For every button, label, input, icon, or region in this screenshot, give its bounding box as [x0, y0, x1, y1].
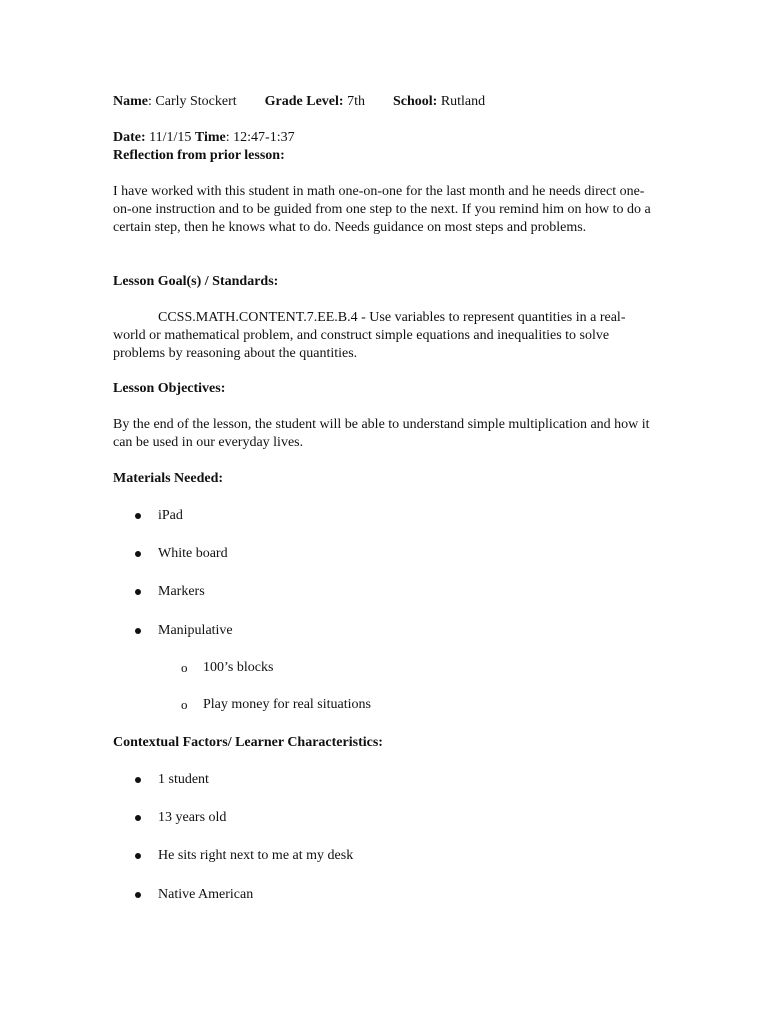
- context-item: 1 student: [158, 772, 209, 787]
- sub-bullet-marker: o: [181, 697, 188, 712]
- materials-heading: Materials Needed:: [113, 471, 224, 486]
- materials-item: Manipulative: [158, 623, 233, 638]
- header-info-line: [113, 93, 485, 111]
- materials-item: Markers: [158, 584, 205, 599]
- grade-level-label: Grade Level:: [264, 94, 344, 109]
- context-item: Native American: [158, 887, 254, 902]
- context-item: He sits right next to me at my desk: [158, 848, 354, 863]
- materials-subitem: 100’s blocks: [203, 660, 274, 675]
- context-item: 13 years old: [158, 810, 227, 825]
- bullet-icon: [135, 777, 141, 783]
- time-label: Time: [194, 130, 226, 145]
- school-label: School:: [392, 94, 438, 109]
- school-value: Rutland: [437, 94, 486, 109]
- name-label: Name: [113, 94, 148, 109]
- bullet-icon: [135, 513, 141, 519]
- objectives-text: By the end of the lesson, the student will be able to understand simple multiplication and how it can be used in our everyday lives.: [113, 417, 650, 450]
- reflection-heading: Reflection from prior lesson:: [113, 148, 285, 163]
- goals-text: CCSS.MATH.CONTENT.7.EE.B.4 - Use variables to represent quantities in a real-world or mathematical problem, and construct simple equations and inequalities to solve problems by reasoning about the quantities.: [113, 310, 626, 361]
- objectives-heading: Lesson Objectives:: [113, 381, 226, 396]
- bullet-icon: [135, 815, 141, 821]
- goals-heading: Lesson Goal(s) / Standards:: [113, 274, 279, 289]
- context-heading: Contextual Factors/ Learner Characteristics:: [113, 735, 383, 750]
- bullet-icon: [135, 589, 141, 595]
- materials-item: White board: [158, 546, 228, 561]
- bullet-icon: [135, 892, 141, 898]
- bullet-icon: [135, 551, 141, 557]
- materials-item: iPad: [158, 508, 183, 523]
- name-value: : Carly Stockert: [148, 94, 237, 109]
- sub-bullet-marker: o: [181, 660, 188, 675]
- bullet-icon: [135, 853, 141, 859]
- bullet-icon: [135, 628, 141, 634]
- grade-level-value: 7th: [343, 94, 365, 109]
- time-value: : 12:47-1:37: [225, 130, 295, 145]
- date-label: Date:: [113, 130, 146, 145]
- reflection-text: I have worked with this student in math one-on-one for the last month and he needs direct one-on-one instruction and to be guided from one step to the next. If you remind him on how to do a certain step, then he knows what to do. Needs guidance on most steps and problems.: [113, 184, 651, 235]
- date-value: 11/1/15: [145, 130, 192, 145]
- date-time-line: [113, 129, 295, 147]
- materials-subitem: Play money for real situations: [203, 697, 371, 712]
